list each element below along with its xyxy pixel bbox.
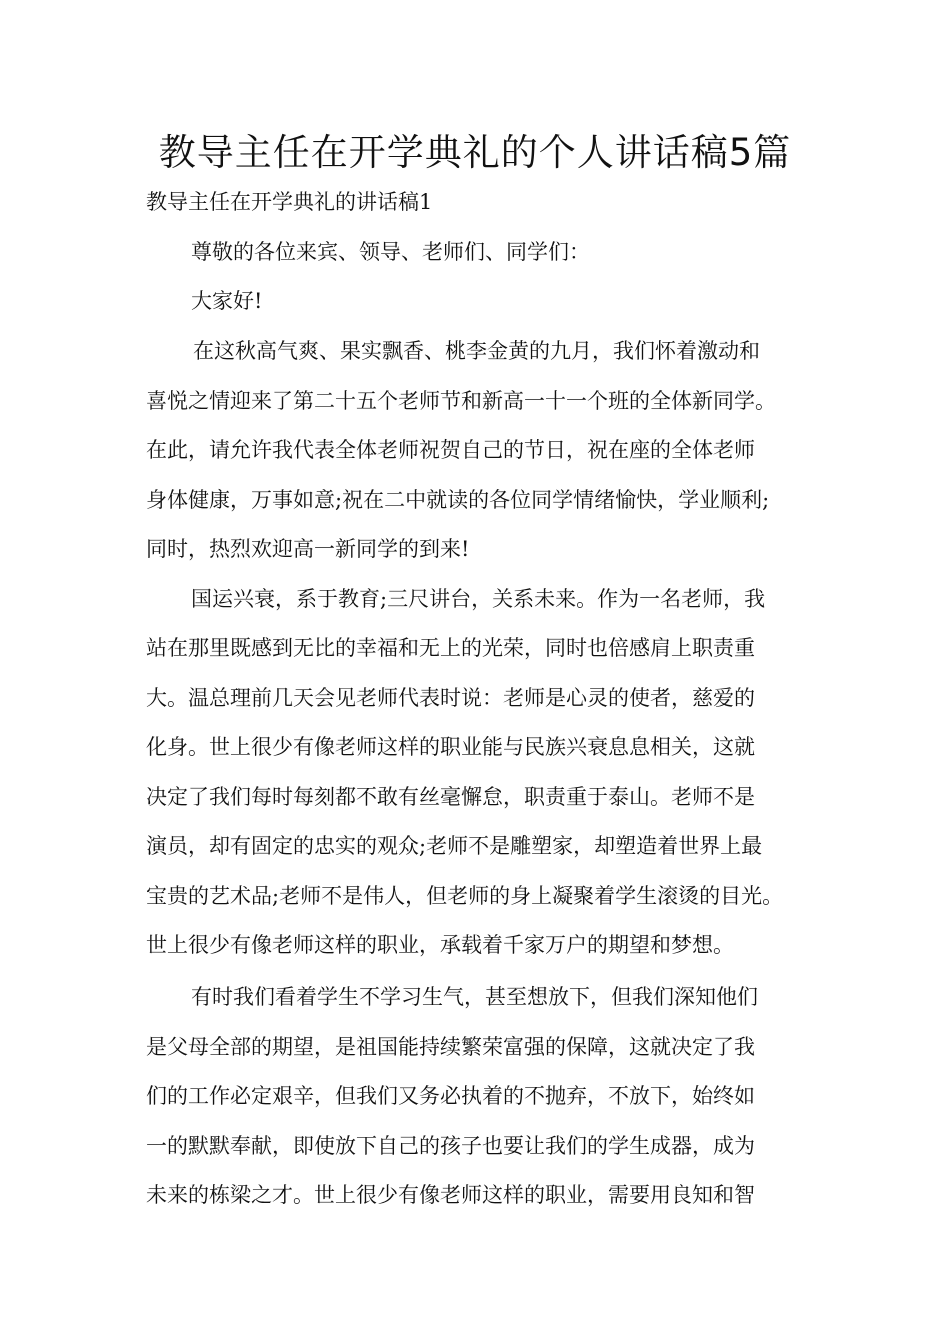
paragraph-line: 们的工作必定艰辛，但我们又务必执着的不抛弃，不放下，始终如 [146,1084,755,1108]
paragraph-line: 国运兴衰，系于教育;三尺讲台，关系未来。作为一名老师，我 [191,587,766,611]
paragraph-line: 在此，请允许我代表全体老师祝贺自己的节日，祝在座的全体老师 [146,438,755,462]
greeting-line: 大家好! [191,289,263,313]
document-title: 教导主任在开学典礼的个人讲话稿5篇 [158,131,792,174]
paragraph-line: 身体健康，万事如意;祝在二中就读的各位同学情绪愉快，学业顺利; [146,488,770,512]
salutation-line: 尊敬的各位来宾、领导、老师们、同学们： [191,240,590,264]
paragraph-line: 同时，热烈欢迎高一新同学的到来! [146,537,470,561]
paragraph-line: 宝贵的艺术品;老师不是伟人，但老师的身上凝聚着学生滚烫的目光。 [146,884,784,908]
paragraph-line: 世上很少有像老师这样的职业，承载着千家万户的期望和梦想。 [146,933,734,957]
paragraph-line: 喜悦之情迎来了第二十五个老师节和新高一十一个班的全体新同学。 [146,389,776,413]
paragraph-line: 演员，却有固定的忠实的观众;老师不是雕塑家，却塑造着世界上最 [146,834,763,858]
paragraph-line: 化身。世上很少有像老师这样的职业能与民族兴衰息息相关，这就 [146,735,755,759]
paragraph-line: 大。温总理前几天会见老师代表时说：老师是心灵的使者，慈爱的 [146,686,755,710]
paragraph-line: 在这秋高气爽、果实飘香、桃李金黄的九月，我们怀着激动和 [193,339,760,363]
paragraph-line: 决定了我们每时每刻都不敢有丝毫懈怠，职责重于泰山。老师不是 [146,785,755,809]
paragraph-line: 站在那里既感到无比的幸福和无上的光荣，同时也倍感肩上职责重 [146,636,755,660]
document-subtitle: 教导主任在开学典礼的讲话稿1 [146,190,433,214]
paragraph-line: 未来的栋梁之才。世上很少有像老师这样的职业，需要用良知和智 [146,1183,755,1207]
paragraph-line: 是父母全部的期望，是祖国能持续繁荣富强的保障，这就决定了我 [146,1035,755,1059]
paragraph-line: 一的默默奉献，即使放下自己的孩子也要让我们的学生成器，成为 [146,1134,755,1158]
paragraph-line: 有时我们看着学生不学习生气，甚至想放下，但我们深知他们 [191,985,758,1009]
